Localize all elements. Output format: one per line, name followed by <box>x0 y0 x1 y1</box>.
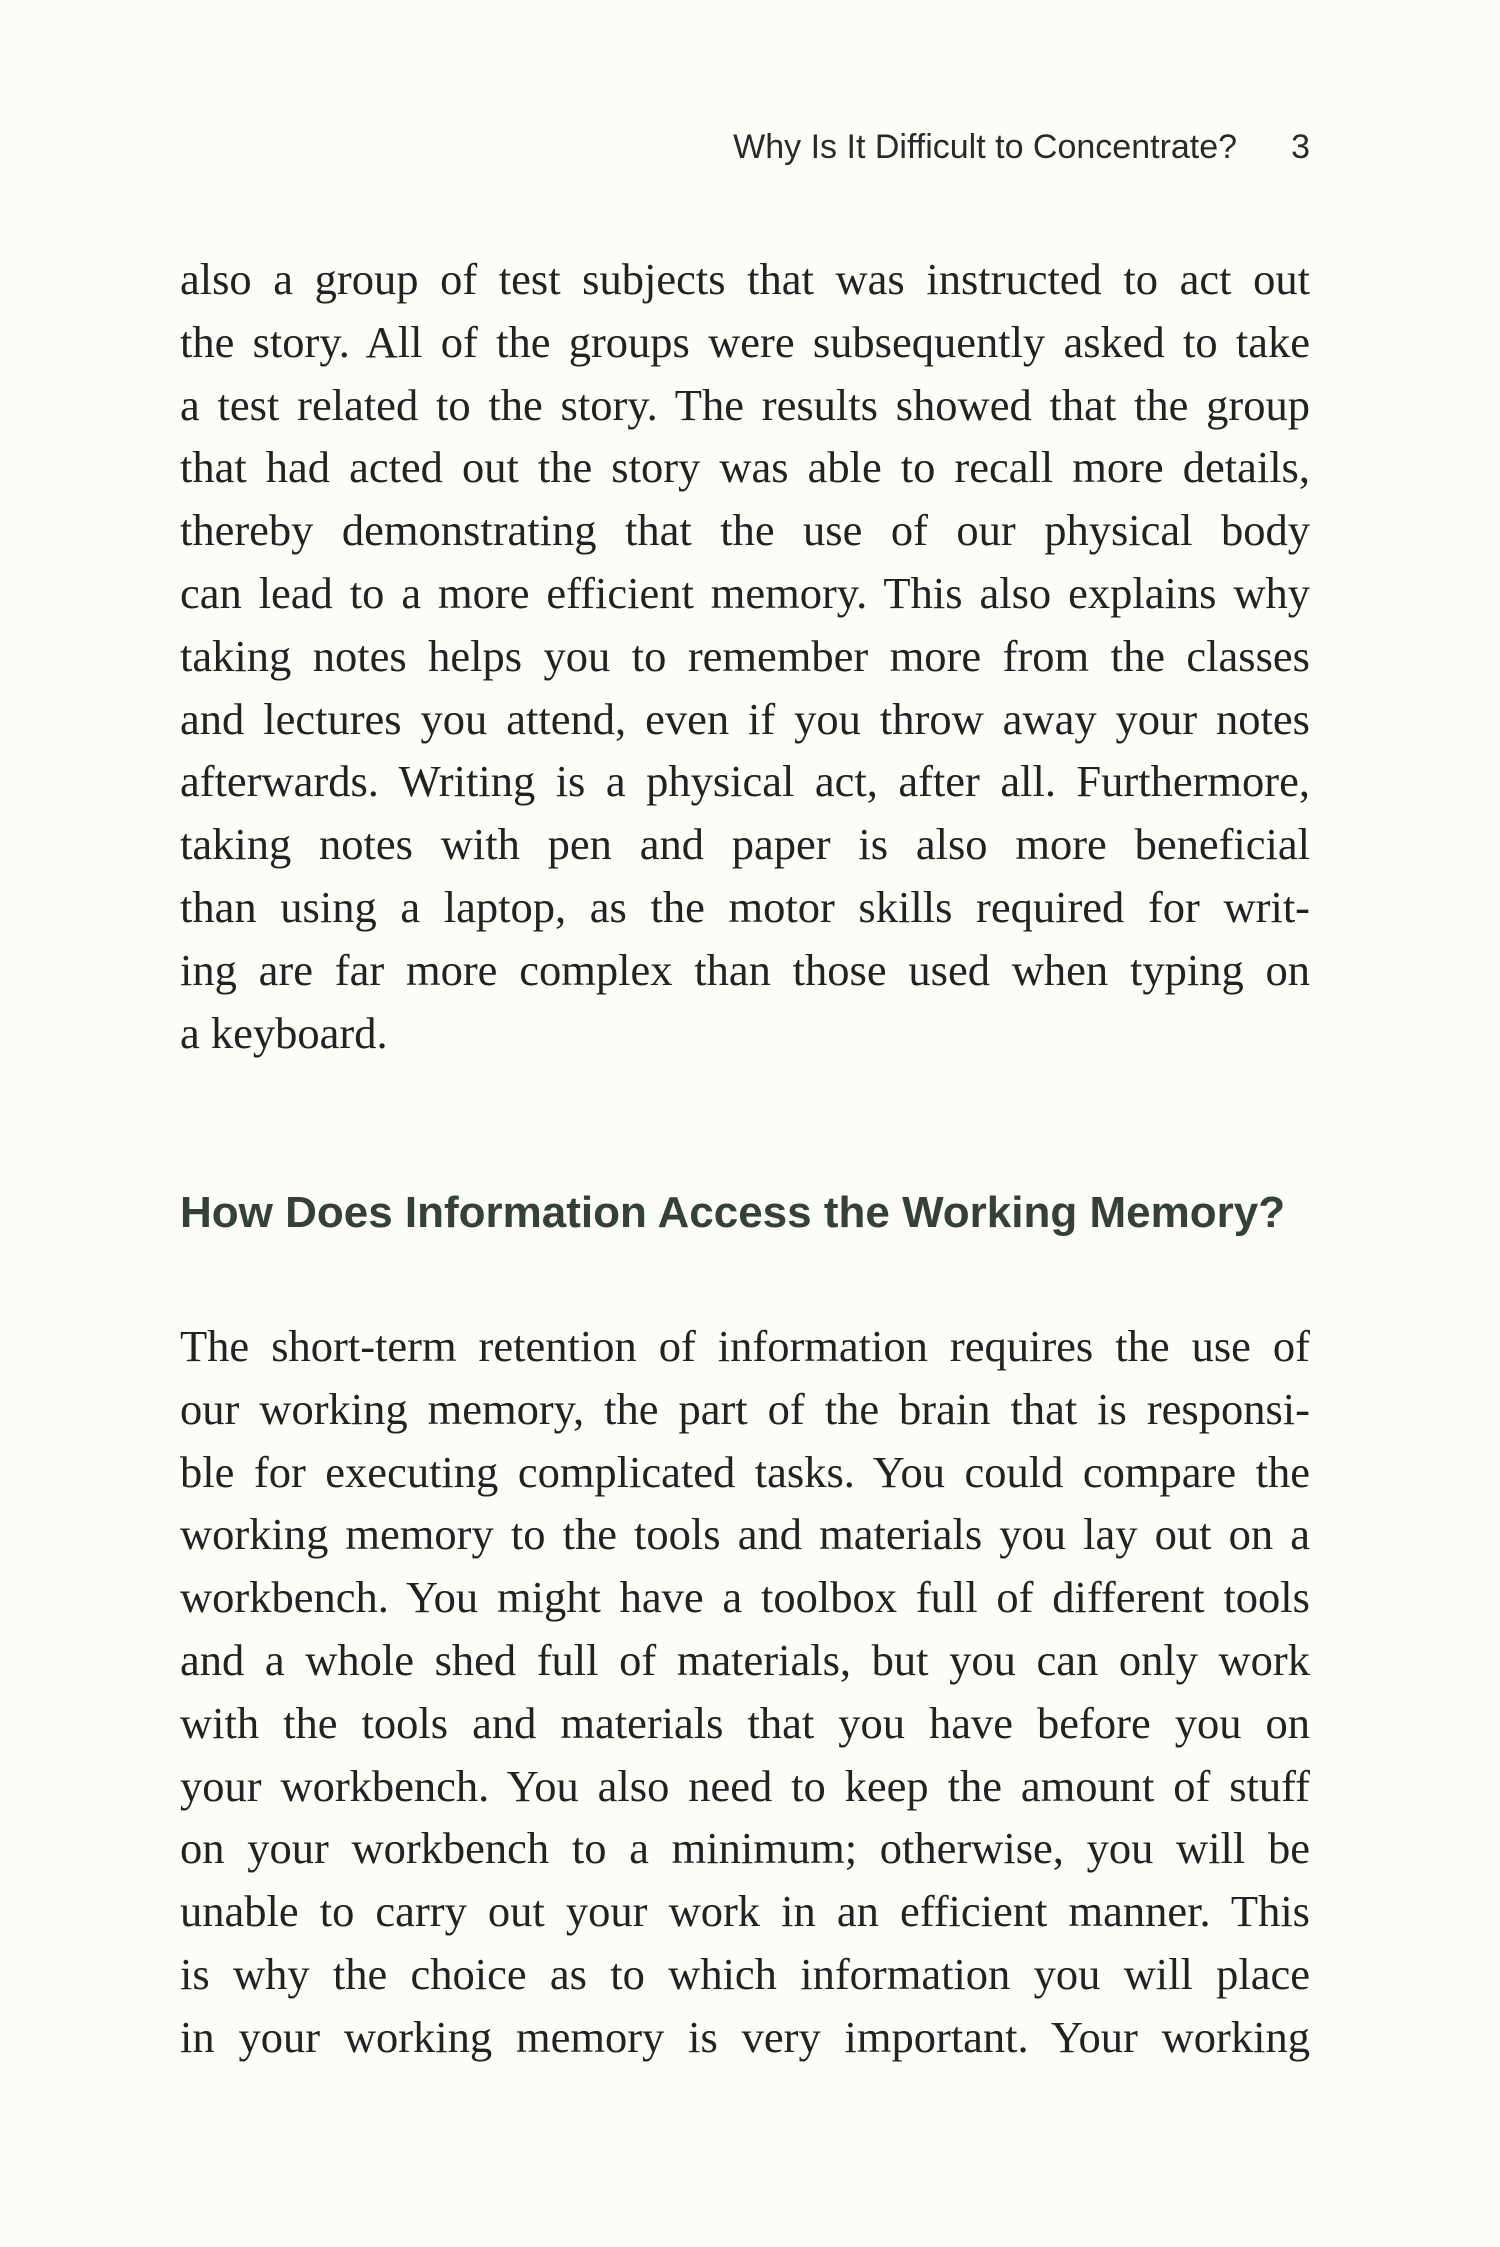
paragraph-line: taking notes helps you to remember more from the classes <box>180 630 1310 681</box>
paragraph-line: working memory to the tools and materials you lay out on a <box>180 1509 1310 1560</box>
paragraph-line: taking notes with pen and paper is also more beneficial <box>180 819 1310 870</box>
paragraph-line: thereby demonstrating that the use of our physical body <box>180 505 1310 556</box>
paragraph-line: also a group of test subjects that was instructed to act out <box>180 254 1310 304</box>
paragraph-line: and lectures you attend, even if you throw away your notes <box>180 693 1310 744</box>
running-head-title: Why Is It Difficult to Concentrate? <box>733 128 1238 166</box>
paragraph-line: and a whole shed full of materials, but you can only work <box>180 1634 1310 1685</box>
paragraph-line: that had acted out the story was able to recall more details, <box>180 442 1310 493</box>
paragraph-line: unable to carry out your work in an efficient manner. This <box>180 1886 1310 1937</box>
page-number: 3 <box>1291 128 1310 166</box>
paragraph-line: ing are far more complex than those used when typing on <box>180 944 1310 995</box>
paragraph-line: workbench. You might have a toolbox full of different tools <box>180 1572 1310 1623</box>
paragraph-line: a test related to the story. The results showed that the group <box>180 379 1310 430</box>
paragraph-1 <box>180 248 1310 1064</box>
paragraph-line: can lead to a more efficient memory. This also explains why <box>180 567 1310 618</box>
paragraph-line: The short-term retention of information requires the use of <box>180 1321 1310 1371</box>
paragraph-line: afterwards. Writing is a physical act, after all. Furthermore, <box>180 756 1310 807</box>
section-heading: How Does Information Access the Working Memory? <box>180 1188 1286 1237</box>
paragraph-line: a keyboard. <box>180 1007 388 1058</box>
paragraph-line: our working memory, the part of the brain that is responsi- <box>180 1383 1310 1434</box>
paragraph-line: on your workbench to a minimum; otherwise, you will be <box>180 1823 1310 1874</box>
paragraph-line: the story. All of the groups were subsequently asked to take <box>180 316 1310 367</box>
paragraph-line: in your working memory is very important. Your working <box>180 2011 1310 2062</box>
paragraph-2 <box>180 1315 1310 2069</box>
paragraph-line: with the tools and materials that you have before you on <box>180 1697 1310 1748</box>
paragraph-line: than using a laptop, as the motor skills required for writ- <box>180 881 1310 932</box>
paragraph-line: your workbench. You also need to keep the amount of stuff <box>180 1760 1310 1811</box>
running-head <box>180 128 1310 167</box>
paragraph-line: is why the choice as to which information you will place <box>180 1948 1310 1999</box>
paragraph-line: ble for executing complicated tasks. You could compare the <box>180 1446 1310 1497</box>
